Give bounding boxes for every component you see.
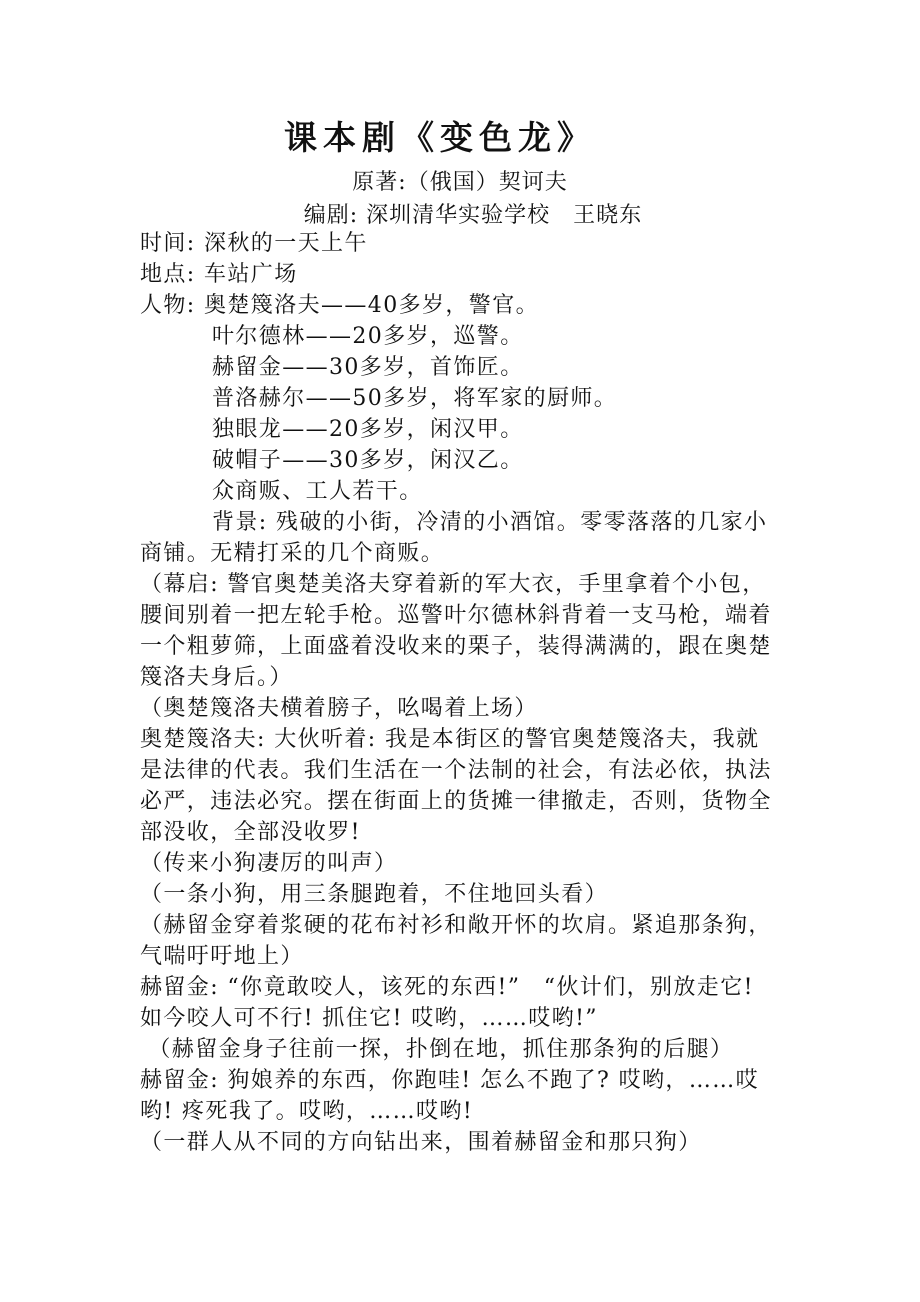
character-line: 赫留金——30多岁，首饰匠。 [212, 355, 524, 380]
background-paragraph: 背景: 残破的小街，冷清的小酒馆。零零落落的几家小商铺。无精打采的几个商贩。 [140, 510, 768, 566]
dialogue-line: 奥楚篾洛夫: 大伙听着: 我是本街区的警官奥楚篾洛夫，我就是法律的代表。我们生活在一个法制的社会，有法必依，执法必严，违法必究。摆在街面上的货摊一律撤走，否则，货物全部没收，全部没收罗! [140, 727, 772, 845]
stage-direction: （一群人从不同的方向钻出来，围着赫留金和那只狗） [140, 1130, 702, 1155]
stage-direction: （幕启: 警官奥楚美洛夫穿着新的军大衣，手里拿着个小包，腰间别着一把左轮手枪。巡警叶尔德林斜背着一支马枪，端着一个粗萝筛，上面盛着没收来的栗子，装得满满的，跟在奥楚篾洛夫身后。） [140, 572, 772, 690]
adapter-line: 编剧: 深圳清华实验学校 王晓东 [303, 203, 643, 228]
character-line: 破帽子——30多岁，闲汉乙。 [212, 448, 524, 473]
document-title: 课本剧《变色龙》 [284, 118, 596, 157]
character-line: 叶尔德林——20多岁，巡警。 [212, 324, 524, 349]
original-author-line: 原著:（俄国）契诃夫 [352, 170, 568, 195]
characters-first-line: 人物: 奥楚篾洛夫——40多岁，警官。 [140, 293, 540, 318]
time-line: 时间: 深秋的一天上午 [140, 231, 368, 256]
stage-direction: （赫留金身子往前一探，扑倒在地，抓住那条狗的后腿） [140, 1037, 734, 1062]
dialogue-line: 赫留金: “你竟敢咬人，该死的东西!” “伙计们，别放走它! 如今咬人可不行! 抓住它! 哎哟，……哎哟!” [140, 975, 763, 1031]
dialogue-line: 赫留金: 狗娘养的东西，你跑哇! 怎么不跑了? 哎哟，……哎哟! 疼死我了。哎哟，……哎哟! [140, 1068, 760, 1124]
stage-direction: （奥楚篾洛夫横着膀子，吆喝着上场） [140, 696, 538, 721]
stage-direction: （赫留金穿着浆硬的花布衬衫和敞开怀的坎肩。紧追那条狗，气喘吁吁地上） [140, 913, 772, 969]
stage-direction: （一条小狗，用三条腿跑着，不住地回头看） [140, 882, 609, 907]
script-body [140, 228, 782, 1158]
place-line: 地点: 车站广场 [140, 262, 298, 287]
character-line: 独眼龙——20多岁，闲汉甲。 [212, 417, 524, 442]
stage-direction: （传来小狗凄厉的叫声） [140, 851, 398, 876]
character-line: 普洛赫尔——50多岁，将军家的厨师。 [212, 386, 618, 411]
character-line: 众商贩、工人若干。 [212, 479, 423, 504]
